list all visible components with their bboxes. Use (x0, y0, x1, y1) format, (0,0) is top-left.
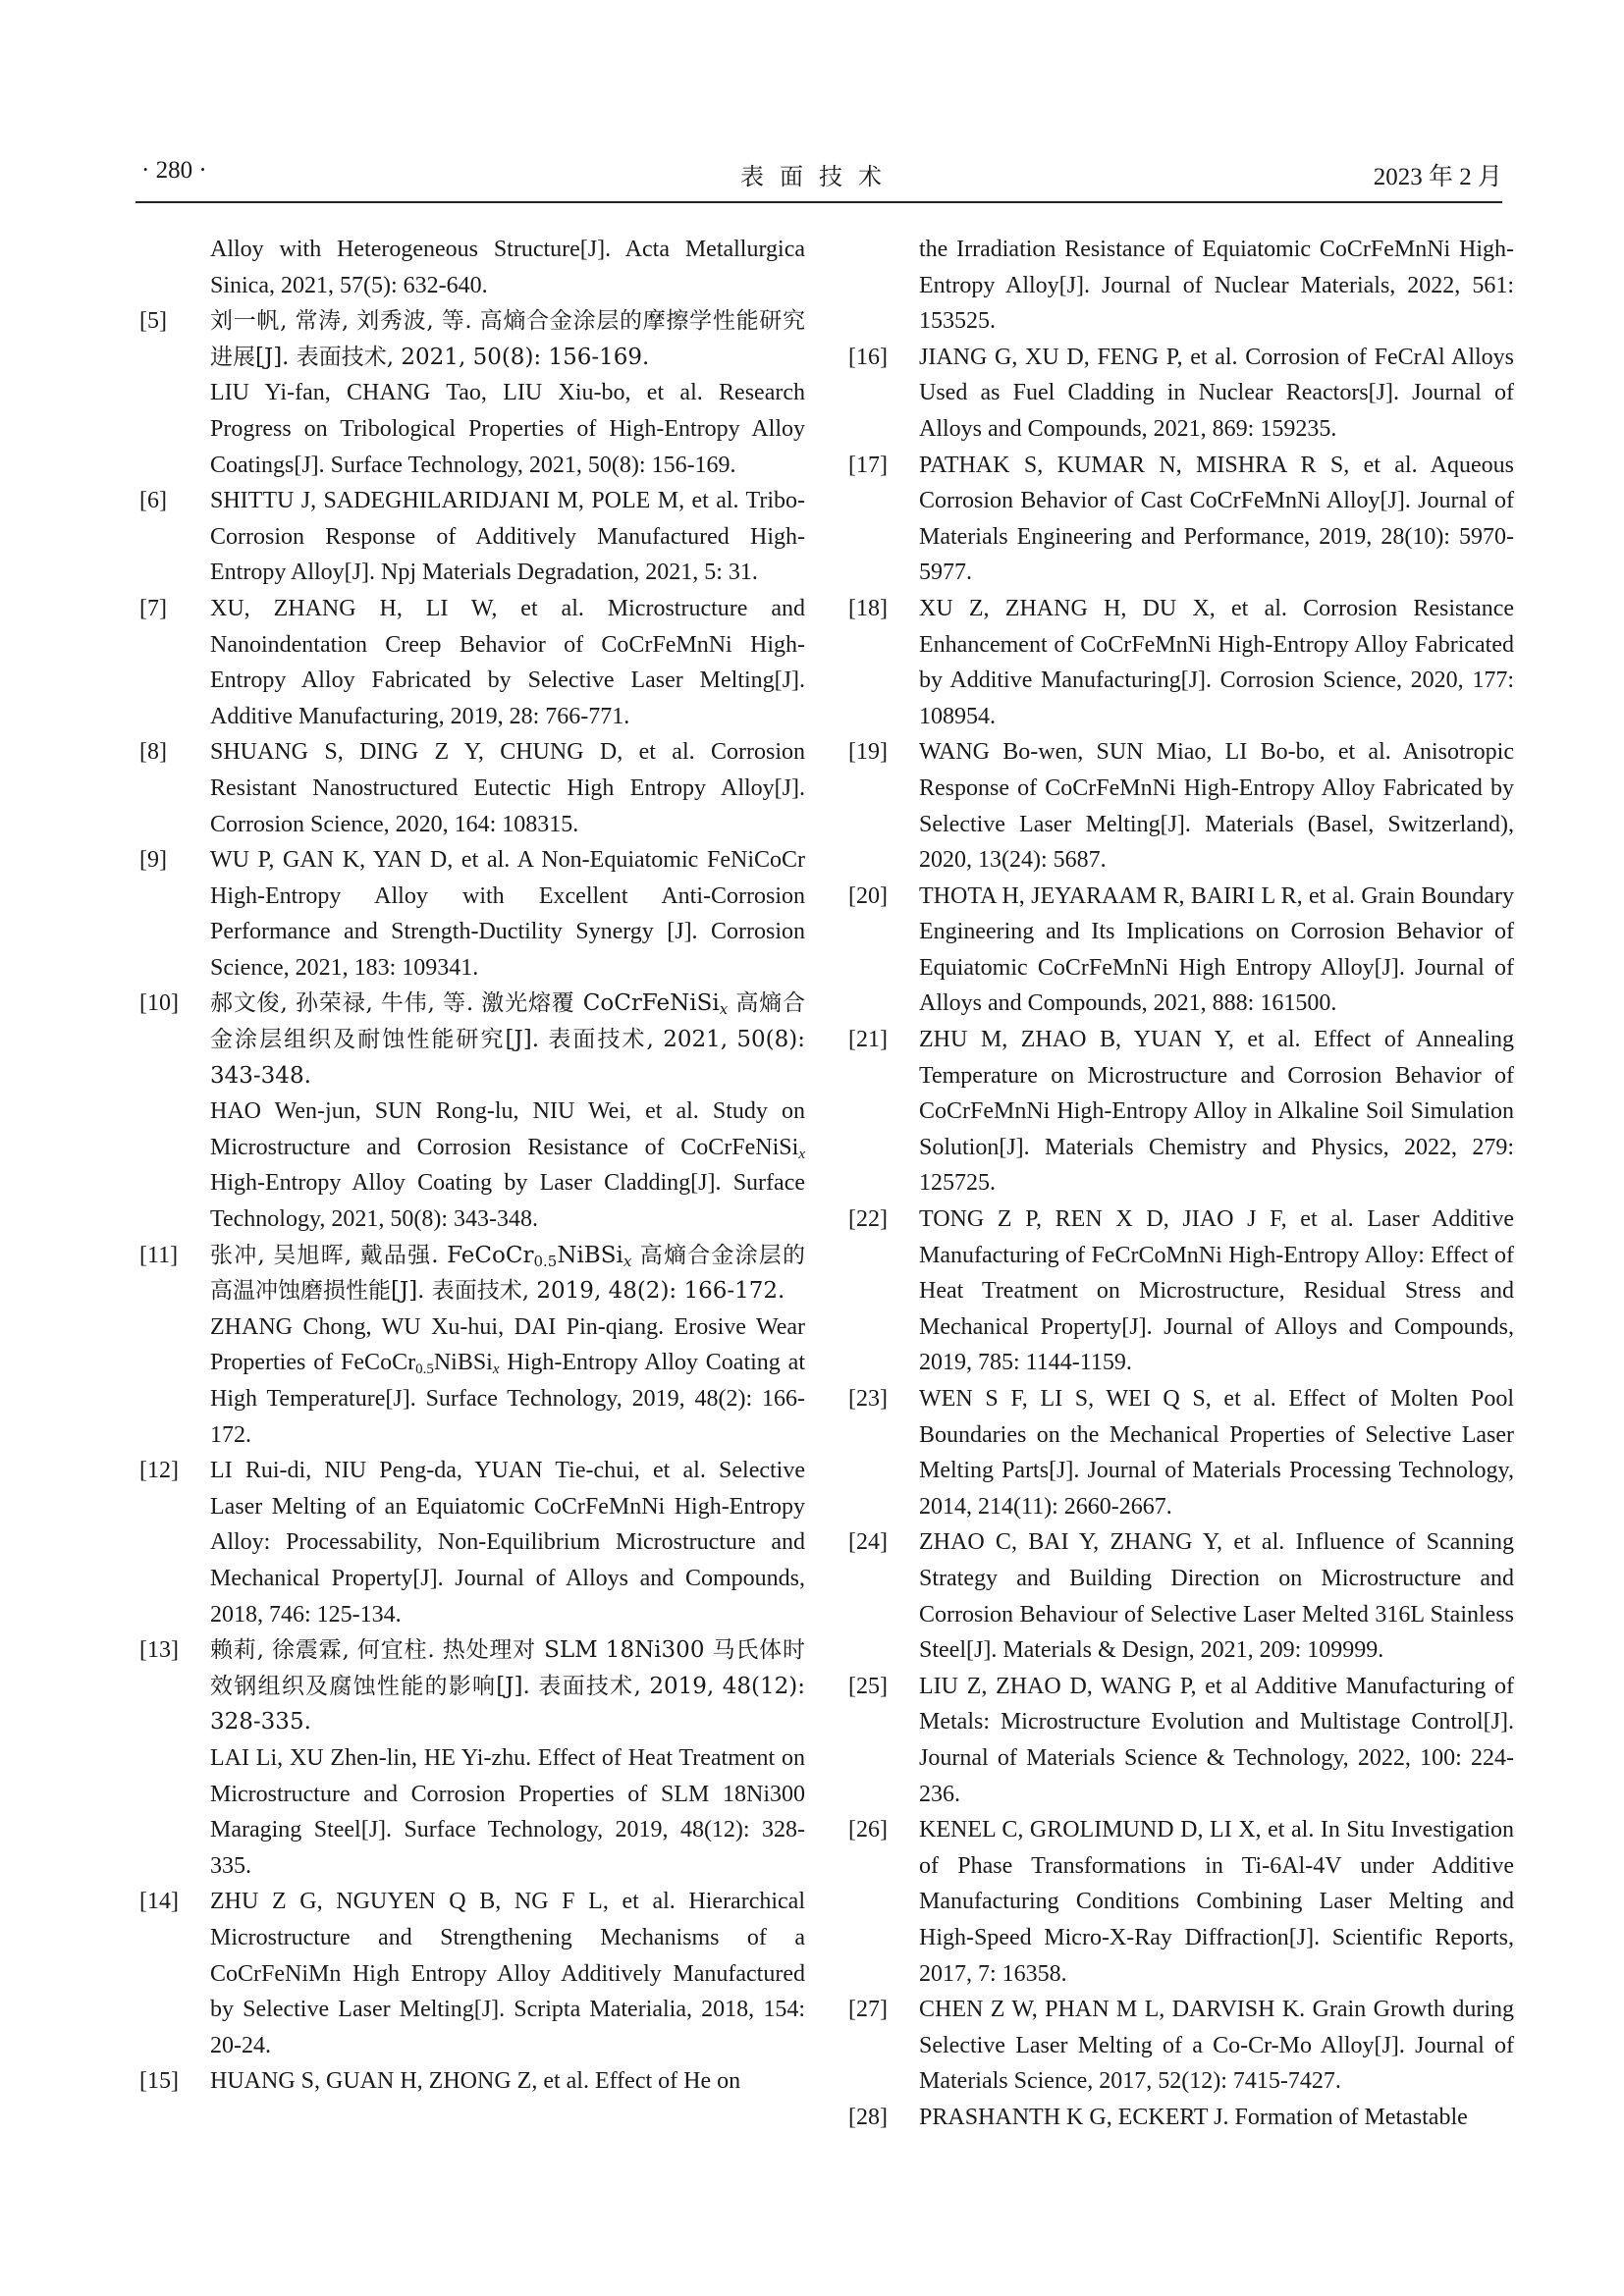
reference-text: PRASHANTH K G, ECKERT J. Formation of Metastable (919, 2104, 1468, 2130)
reference-entry (135, 1453, 805, 1632)
reference-entry (844, 591, 1514, 734)
reference-number: [20] (848, 882, 888, 909)
issue-date: 2023 年 2 月 (1373, 164, 1502, 190)
reference-entry (844, 734, 1514, 878)
reference-text: JIANG G, XU D, FENG P, et al. Corrosion of FeCrAl Alloys Used as Fuel Cladding in Nuclear Reactors[J]. Journal of Alloys and Compounds, 2021, 869: 159235. (919, 344, 1514, 442)
reference-text: KENEL C, GROLIMUND D, LI X, et al. In Situ Investigation of Phase Transformations in Ti-6Al-4V under Additive Manufacturing Conditions Combining Laser Melting and High-Speed Micro-X-Ray Diffraction[J]. Scientific Reports, 2017, 7: 16358. (919, 1817, 1514, 1987)
reference-text: 郝文俊, 孙荣禄, 牛伟, 等. 激光熔覆 CoCrFeNiSi$_x$ 高熵合金涂层组织及耐蚀性能研究[J]. 表面技术, 2021, 50(8): 343-348. (210, 990, 805, 1089)
reference-number: [15] (139, 2068, 179, 2095)
reference-entry (135, 986, 805, 1237)
reference-text: XU Z, ZHANG H, DU X, et al. Corrosion Resistance Enhancement of CoCrFeMnNi High-Entropy Alloy Fabricated by Additive Manufacturing[J]. Corrosion Science, 2020, 177: 108954. (919, 595, 1514, 729)
reference-number: [5] (139, 308, 167, 335)
reference-entry (844, 340, 1514, 448)
reference-continuation: the Irradiation Resistance of Equiatomic CoCrFeMnNi High-Entropy Alloy[J]. Journal of Nuclear Materials, 2022, 561: 153525. (919, 237, 1514, 335)
reference-number: [21] (848, 1027, 888, 1053)
reference-number: [13] (139, 1637, 179, 1664)
reference-entry (844, 2100, 1514, 2136)
reference-entry (135, 1238, 805, 1454)
reference-number: [14] (139, 1889, 179, 1915)
reference-number: [23] (848, 1386, 888, 1412)
reference-text: WANG Bo-wen, SUN Miao, LI Bo-bo, et al. Anisotropic Response of CoCrFeMnNi High-Entropy Alloy Fabricated by Selective Laser Melting[J]. Materials (Basel, Switzerland), 2020, 13(24): 5687. (919, 739, 1514, 874)
reference-text: WU P, GAN K, YAN D, et al. A Non-Equiatomic FeNiCoCr High-Entropy Alloy with Excellent Anti-Corrosion Performance and Strength-Ductility Synergy [J]. Corrosion Science, 2021, 183: 109341. (210, 847, 805, 981)
reference-number: [10] (139, 990, 179, 1017)
reference-text: LI Rui-di, NIU Peng-da, YUAN Tie-chui, et al. Selective Laser Melting of an Equiatomic CoCrFeMnNi High-Entropy Alloy: Processability, Non-Equilibrium Microstructure and Mechanical Property[J]. Journal of Alloys and Compounds, 2018, 746: 125-134. (210, 1458, 805, 1628)
reference-text: LAI Li, XU Zhen-lin, HE Yi-zhu. Effect of Heat Treatment on Microstructure and Corrosion Properties of SLM 18Ni300 Maraging Steel[J]. Surface Technology, 2019, 48(12): 328-335. (210, 1744, 805, 1879)
reference-entry (844, 1992, 1514, 2100)
reference-text: 刘一帆, 常涛, 刘秀波, 等. 高熵合金涂层的摩擦学性能研究进展[J]. 表面技术, 2021, 50(8): 156-169. (210, 308, 805, 370)
reference-number: [6] (139, 488, 167, 514)
reference-number: [27] (848, 1997, 888, 2023)
reference-text: ZHANG Chong, WU Xu-hui, DAI Pin-qiang. Erosive Wear Properties of FeCoCr$_{0.5}$NiBSi$_x$ High-Entropy Alloy Coating at High Temperature[J]. Surface Technology, 2019, 48(2): 166-172. (210, 1313, 805, 1448)
reference-text: LIU Z, ZHAO D, WANG P, et al Additive Manufacturing of Metals: Microstructure Evolution and Multistage Control[J]. Journal of Materials Science & Technology, 2022, 100: 224-236. (919, 1673, 1514, 1807)
reference-text: PATHAK S, KUMAR N, MISHRA R S, et al. Aqueous Corrosion Behavior of Cast CoCrFeMnNi Alloy[J]. Journal of Materials Engineering and Performance, 2019, 28(10): 5970-5977. (919, 452, 1514, 586)
reference-text: 赖莉, 徐震霖, 何宜柱. 热处理对 SLM 18Ni300 马氏体时效钢组织及腐蚀性能的影响[J]. 表面技术, 2019, 48(12): 328-335. (210, 1637, 805, 1735)
reference-entry (844, 1201, 1514, 1381)
right-column (844, 232, 1514, 2135)
reference-text: THOTA H, JEYARAAM R, BAIRI L R, et al. Grain Boundary Engineering and Its Implications on Corrosion Behavior of Equiatomic CoCrFeMnNi High Entropy Alloy[J]. Journal of Alloys and Compounds, 2021, 888: 161500. (919, 882, 1514, 1017)
reference-number: [22] (848, 1206, 888, 1233)
left-column (135, 232, 805, 2100)
reference-entry (844, 1669, 1514, 1812)
reference-text: WEN S F, LI S, WEI Q S, et al. Effect of Molten Pool Boundaries on the Mechanical Properties of Selective Laser Melting Parts[J]. Journal of Materials Processing Technology, 2014, 214(11): 2660-2667. (919, 1386, 1514, 1520)
page-number: · 280 · (141, 157, 207, 184)
reference-number: [8] (139, 739, 167, 766)
reference-number: [12] (139, 1458, 179, 1484)
journal-title: 表面技术 (740, 163, 897, 190)
reference-entry (844, 1022, 1514, 1201)
reference-entry (135, 1884, 805, 2063)
reference-text: LIU Yi-fan, CHANG Tao, LIU Xiu-bo, et al. Research Progress on Tribological Properties of High-Entropy Alloy Coatings[J]. Surface Technology, 2021, 50(8): 156-169. (210, 380, 805, 478)
reference-number: [28] (848, 2104, 888, 2130)
reference-number: [17] (848, 452, 888, 478)
reference-text: ZHU M, ZHAO B, YUAN Y, et al. Effect of Annealing Temperature on Microstructure and Corrosion Behavior of CoCrFeMnNi High-Entropy Alloy in Alkaline Soil Simulation Solution[J]. Materials Chemistry and Physics, 2022, 279: 125725. (919, 1027, 1514, 1197)
reference-number: [24] (848, 1529, 888, 1556)
reference-entry (135, 483, 805, 591)
reference-number: [25] (848, 1673, 888, 1699)
reference-text: ZHAO C, BAI Y, ZHANG Y, et al. Influence of Scanning Strategy and Building Direction on Microstructure and Corrosion Behaviour of Selective Laser Melted 316L Stainless Steel[J]. Materials & Design, 2021, 209: 109999. (919, 1529, 1514, 1664)
reference-entry (844, 879, 1514, 1022)
reference-text: CHEN Z W, PHAN M L, DARVISH K. Grain Growth during Selective Laser Melting of a Co-Cr-Mo Alloy[J]. Journal of Materials Science, 2017, 52(12): 7415-7427. (919, 1997, 1514, 2095)
reference-text: ZHU Z G, NGUYEN Q B, NG F L, et al. Hierarchical Microstructure and Strengthening Mechanisms of a CoCrFeNiMn High Entropy Alloy Additively Manufactured by Selective Laser Melting[J]. Scripta Materialia, 2018, 154: 20-24. (210, 1889, 805, 2058)
reference-entry (135, 1632, 805, 1884)
reference-entry (135, 842, 805, 986)
reference-entry (844, 1381, 1514, 1524)
reference-text: HUANG S, GUAN H, ZHONG Z, et al. Effect of He on (210, 2068, 741, 2095)
page-header (135, 157, 1502, 196)
reference-continuation: Alloy with Heterogeneous Structure[J]. Acta Metallurgica Sinica, 2021, 57(5): 632-640. (210, 237, 805, 298)
reference-entry (135, 303, 805, 483)
reference-text: 张冲, 吴旭晖, 戴品强. FeCoCr$_{0.5}$NiBSi$_x$ 高熵合金涂层的高温冲蚀磨损性能[J]. 表面技术, 2019, 48(2): 166-172. (210, 1242, 806, 1305)
reference-entry (135, 591, 805, 734)
reference-entry (844, 1812, 1514, 1992)
reference-number: [7] (139, 595, 167, 621)
reference-text: SHUANG S, DING Z Y, CHUNG D, et al. Corrosion Resistant Nanostructured Eutectic High Entropy Alloy[J]. Corrosion Science, 2020, 164: 108315. (210, 739, 805, 837)
reference-text: XU, ZHANG H, LI W, et al. Microstructure and Nanoindentation Creep Behavior of CoCrFeMnNi High-Entropy Alloy Fabricated by Selective Laser Melting[J]. Additive Manufacturing, 2019, 28: 766-771. (210, 595, 805, 729)
reference-text: TONG Z P, REN X D, JIAO J F, et al. Laser Additive Manufacturing of FeCrCoMnNi High-Entropy Alloy: Effect of Heat Treatment on Microstructure, Residual Stress and Mechanical Property[J]. Journal of Alloys and Compounds, 2019, 785: 1144-1159. (919, 1206, 1514, 1376)
reference-number: [16] (848, 344, 888, 370)
reference-entry (844, 448, 1514, 591)
reference-text: SHITTU J, SADEGHILARIDJANI M, POLE M, et al. Tribo-Corrosion Response of Additively Manufactured High-Entropy Alloy[J]. Npj Materials Degradation, 2021, 5: 31. (210, 488, 805, 586)
reference-number: [19] (848, 739, 888, 766)
reference-number: [18] (848, 595, 888, 621)
reference-number: [26] (848, 1817, 888, 1843)
reference-entry (844, 1524, 1514, 1668)
reference-number: [11] (139, 1242, 179, 1268)
reference-number: [9] (139, 847, 167, 874)
reference-text: HAO Wen-jun, SUN Rong-lu, NIU Wei, et al. Study on Microstructure and Corrosion Resistance of CoCrFeNiSi$_x$ High-Entropy Alloy Coating by Laser Cladding[J]. Surface Technology, 2021, 50(8): 343-348. (210, 1098, 805, 1233)
header-rule (135, 201, 1502, 203)
reference-entry (135, 2063, 805, 2100)
reference-entry (135, 734, 805, 842)
